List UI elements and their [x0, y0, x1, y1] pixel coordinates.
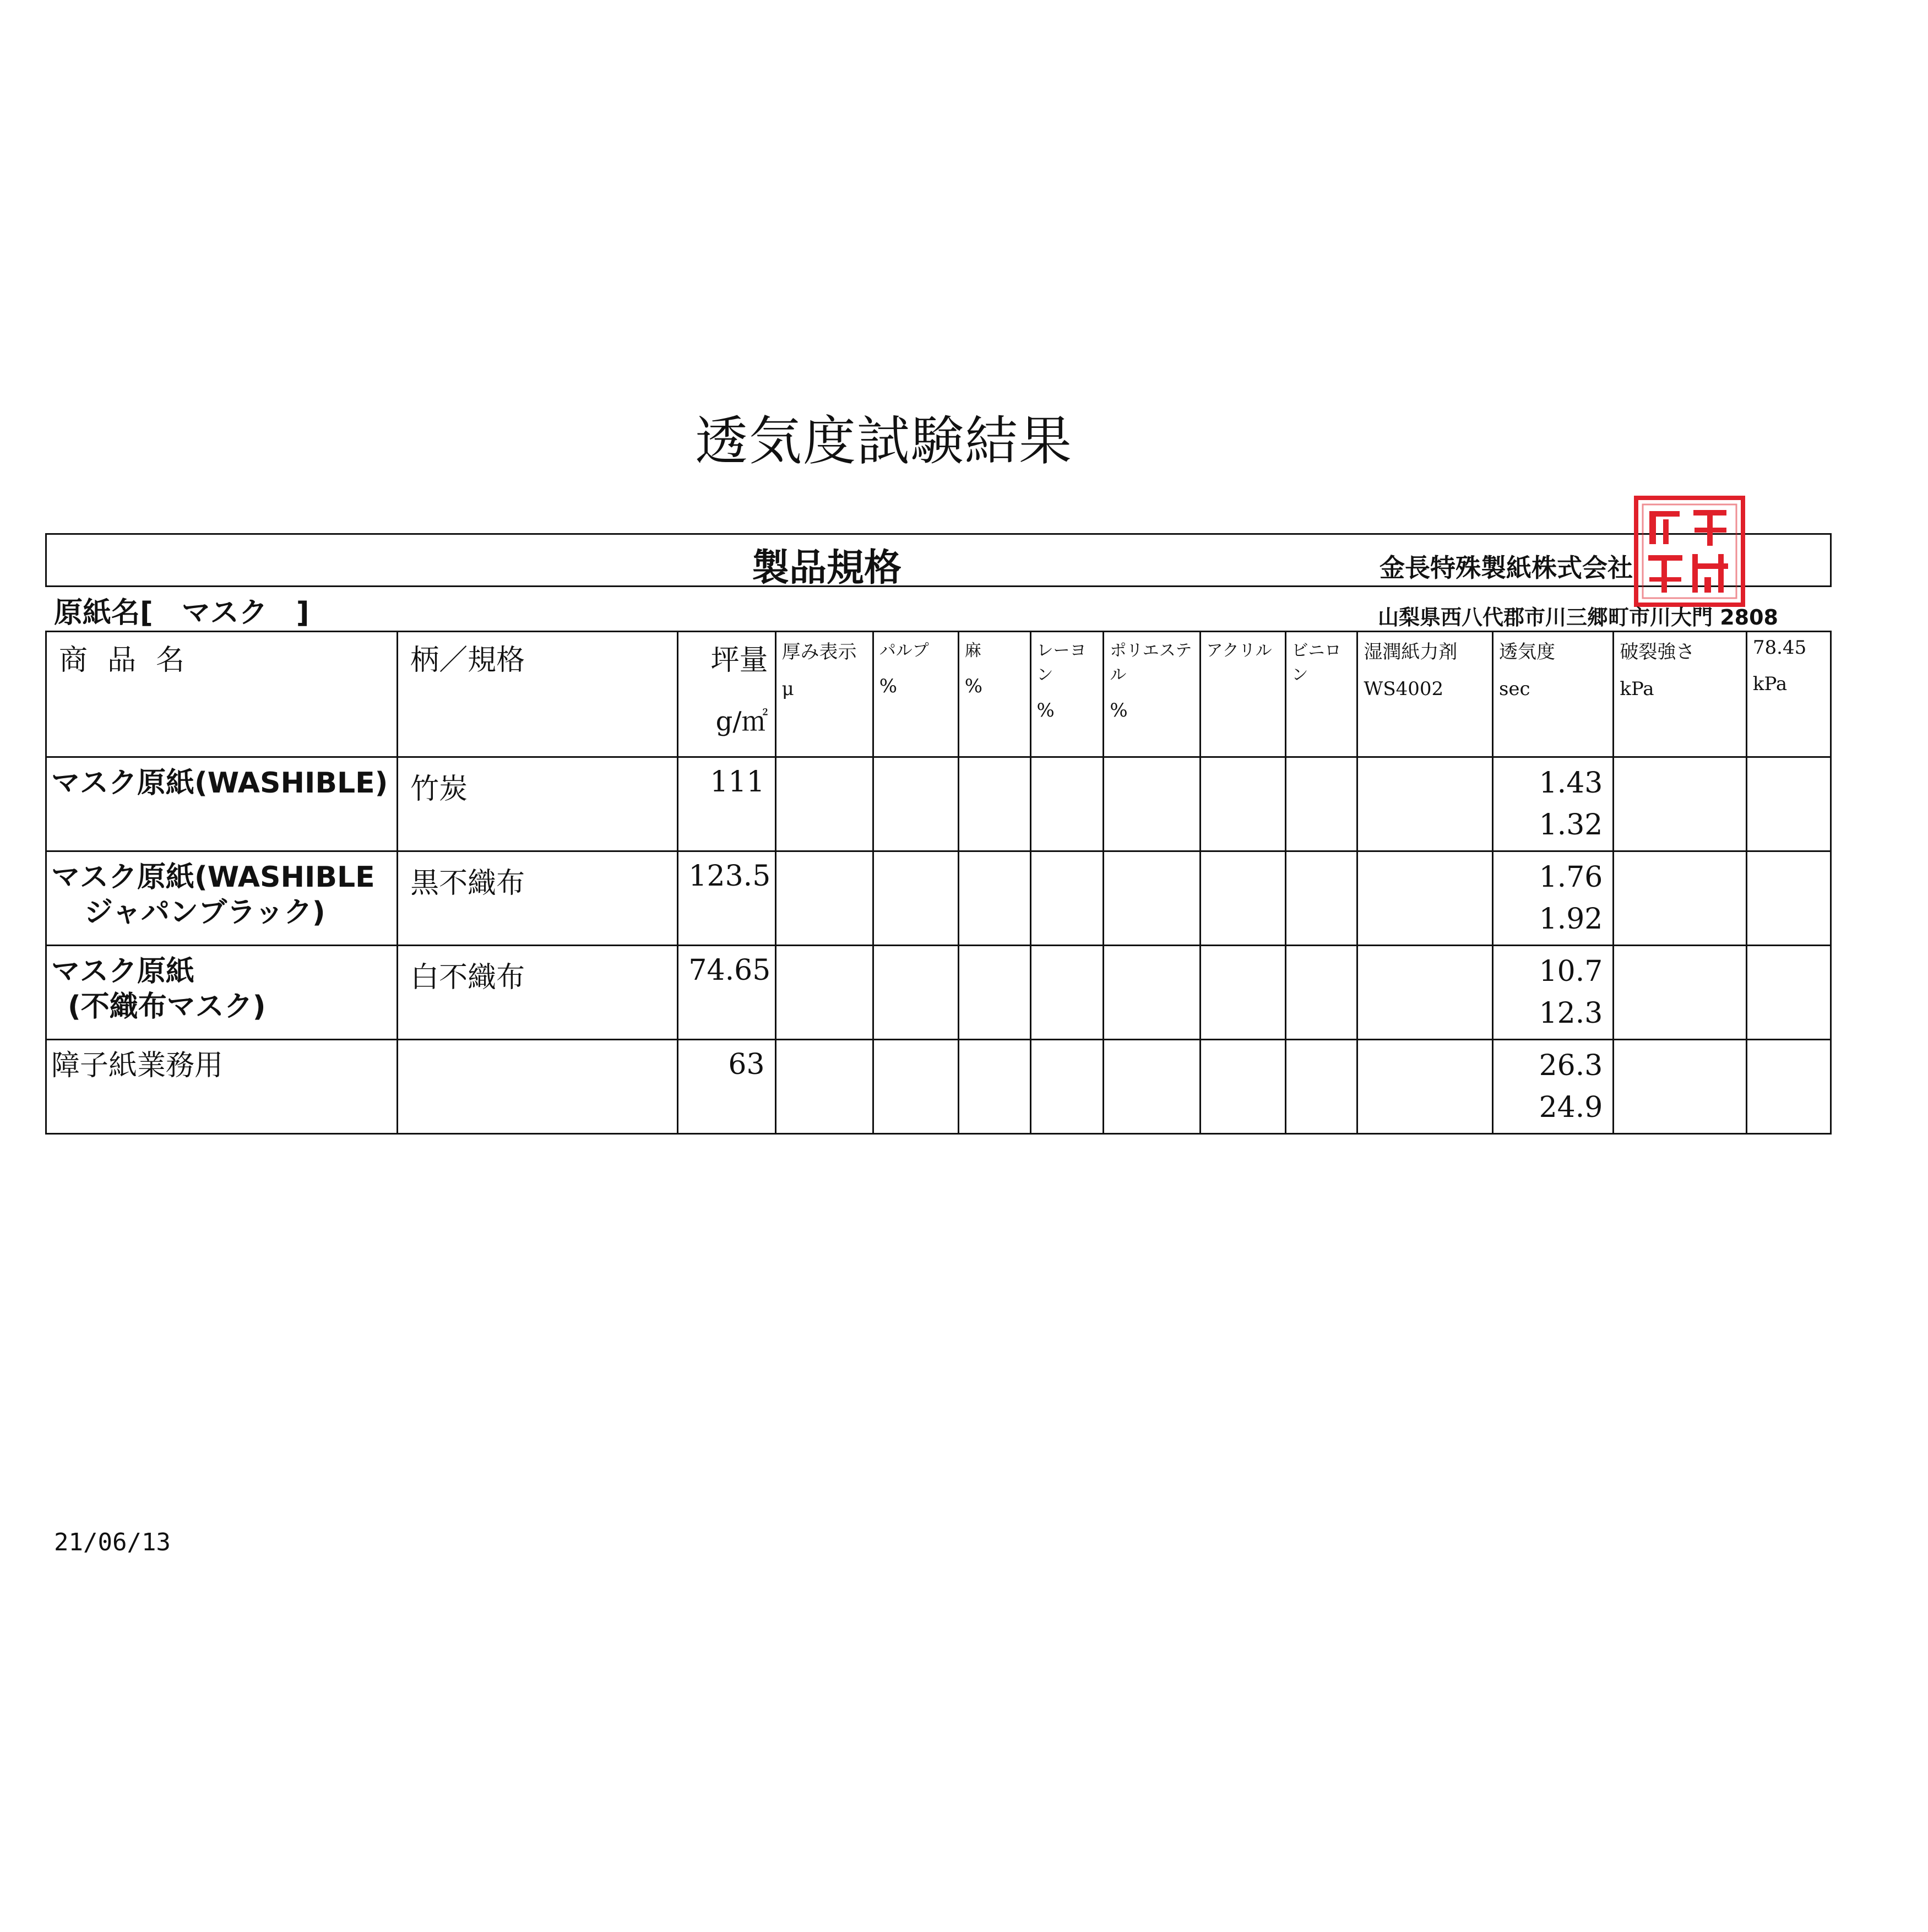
air-value-1: 10.7 [1539, 955, 1603, 988]
empty-cell [1104, 757, 1200, 851]
empty-cell [775, 851, 873, 946]
col-air-permeability-header [1492, 632, 1613, 757]
air-permeability-cell [1492, 757, 1613, 851]
product-name-cell [46, 757, 398, 851]
empty-cell [775, 757, 873, 851]
empty-cell [1200, 946, 1285, 1040]
air-permeability-cell [1492, 851, 1613, 946]
spec-title: 製品規格 [752, 546, 902, 590]
empty-cell [1200, 851, 1285, 946]
weight-cell: 123.5 [678, 851, 775, 946]
empty-cell [1285, 851, 1357, 946]
empty-cell [1030, 851, 1104, 946]
empty-cell [958, 1040, 1030, 1134]
air-value-2: 1.92 [1539, 903, 1603, 936]
col-rayon-header [1030, 632, 1104, 757]
col-burst-header [1614, 632, 1747, 757]
weight-cell: 74.65 [678, 946, 775, 1040]
product-name-cell [46, 1040, 398, 1134]
empty-cell [1357, 946, 1493, 1040]
empty-cell [1746, 1040, 1831, 1134]
spec-cell: 黒不織布 [398, 851, 678, 946]
empty-cell [1614, 757, 1747, 851]
empty-cell [958, 946, 1030, 1040]
company-seal-stamp [1633, 495, 1746, 608]
empty-cell [873, 851, 958, 946]
empty-cell [958, 757, 1030, 851]
col-spec-header: 柄／規格 [398, 632, 678, 757]
burst-label: 破裂強さ [1620, 641, 1695, 663]
thickness-unit: μ [781, 678, 794, 700]
pulp-unit: % [879, 675, 898, 697]
spec-cell [398, 1040, 678, 1134]
product-name-line1: マスク原紙(WASHIBLE [51, 861, 375, 894]
product-name-cell [46, 946, 398, 1040]
document-date: 21/06/13 [54, 1528, 171, 1556]
table-row [46, 851, 1831, 946]
product-name-line1: マスク原紙 [51, 955, 195, 988]
empty-cell [1285, 1040, 1357, 1134]
col-thickness-header [775, 632, 873, 757]
empty-cell [1746, 757, 1831, 851]
rayon-unit: % [1036, 699, 1055, 721]
empty-cell [1357, 851, 1493, 946]
paper-name: 原紙名[ マスク ] [54, 596, 309, 629]
company-address: 山梨県西八代郡市川三郷町市川大門 2808 [1378, 605, 1778, 629]
empty-cell [1285, 757, 1357, 851]
wet-strength-unit: WS4002 [1364, 678, 1444, 700]
weight-label: 坪量 [710, 644, 768, 677]
air-permeability-unit: sec [1498, 678, 1530, 700]
empty-cell [775, 1040, 873, 1134]
empty-cell [1614, 851, 1747, 946]
empty-cell [1614, 946, 1747, 1040]
empty-cell [1030, 757, 1104, 851]
col-wet-strength-header [1357, 632, 1493, 757]
empty-cell [958, 851, 1030, 946]
col-hemp-header [958, 632, 1030, 757]
col-name-header: 商品名 [46, 632, 398, 757]
product-name-line1: 障子紙業務用 [51, 1049, 224, 1082]
air-value-1: 26.3 [1539, 1049, 1603, 1082]
document-title: 透気度試験結果 [695, 410, 1073, 472]
product-name-line1: マスク原紙(WASHIBLE) [51, 767, 388, 800]
air-value-2: 1.32 [1539, 808, 1603, 842]
empty-cell [873, 1040, 958, 1134]
product-name-line2: (不織布マスク) [68, 990, 266, 1023]
empty-cell [1200, 757, 1285, 851]
empty-cell [1104, 1040, 1200, 1134]
air-value-2: 24.9 [1539, 1091, 1603, 1124]
polyester-label: ポリエステル [1110, 641, 1192, 685]
empty-cell [1746, 851, 1831, 946]
empty-cell [1200, 1040, 1285, 1134]
company-name: 金長特殊製紙株式会社 [1380, 553, 1633, 583]
burst2-unit: kPa [1752, 673, 1788, 695]
col-burst2-header [1746, 632, 1831, 757]
hemp-unit: % [964, 675, 983, 697]
air-value-2: 12.3 [1539, 997, 1603, 1030]
empty-cell [1030, 946, 1104, 1040]
air-permeability-cell [1492, 946, 1613, 1040]
rayon-label: レーヨン [1036, 641, 1087, 685]
wet-strength-label: 湿潤紙力剤 [1364, 641, 1458, 663]
col-polyester-header [1104, 632, 1200, 757]
empty-cell [1746, 946, 1831, 1040]
col-vinylon-header: ビニロン [1285, 632, 1357, 757]
thickness-label: 厚み表示 [781, 641, 857, 663]
results-table [45, 631, 1832, 1135]
col-weight-header [678, 632, 775, 757]
hemp-label: 麻 [964, 641, 981, 660]
empty-cell [775, 946, 873, 1040]
pulp-label: パルプ [879, 641, 929, 660]
empty-cell [1614, 1040, 1747, 1134]
air-permeability-label: 透気度 [1498, 641, 1555, 663]
spec-cell: 竹炭 [398, 757, 678, 851]
weight-unit: g/㎡ [715, 706, 768, 737]
burst-unit: kPa [1620, 678, 1654, 700]
col-acrylic-header: アクリル [1200, 632, 1285, 757]
col-pulp-header [873, 632, 958, 757]
table-row [46, 1040, 1831, 1134]
empty-cell [873, 946, 958, 1040]
table-row [46, 757, 1831, 851]
product-name-cell [46, 851, 398, 946]
burst2-label: 78.45 [1752, 637, 1807, 659]
spec-cell: 白不織布 [398, 946, 678, 1040]
weight-cell: 111 [678, 757, 775, 851]
weight-cell: 63 [678, 1040, 775, 1134]
empty-cell [1030, 1040, 1104, 1134]
empty-cell [1104, 851, 1200, 946]
air-value-1: 1.43 [1539, 767, 1603, 800]
air-value-1: 1.76 [1539, 861, 1603, 894]
air-permeability-cell [1492, 1040, 1613, 1134]
empty-cell [1104, 946, 1200, 1040]
spec-header-box [45, 533, 1832, 590]
product-name-line2: ジャパンブラック) [84, 896, 325, 929]
empty-cell [1285, 946, 1357, 1040]
empty-cell [873, 757, 958, 851]
empty-cell [1357, 757, 1493, 851]
header-row [46, 632, 1831, 757]
table-row [46, 946, 1831, 1040]
empty-cell [1357, 1040, 1493, 1134]
polyester-unit: % [1110, 699, 1128, 721]
